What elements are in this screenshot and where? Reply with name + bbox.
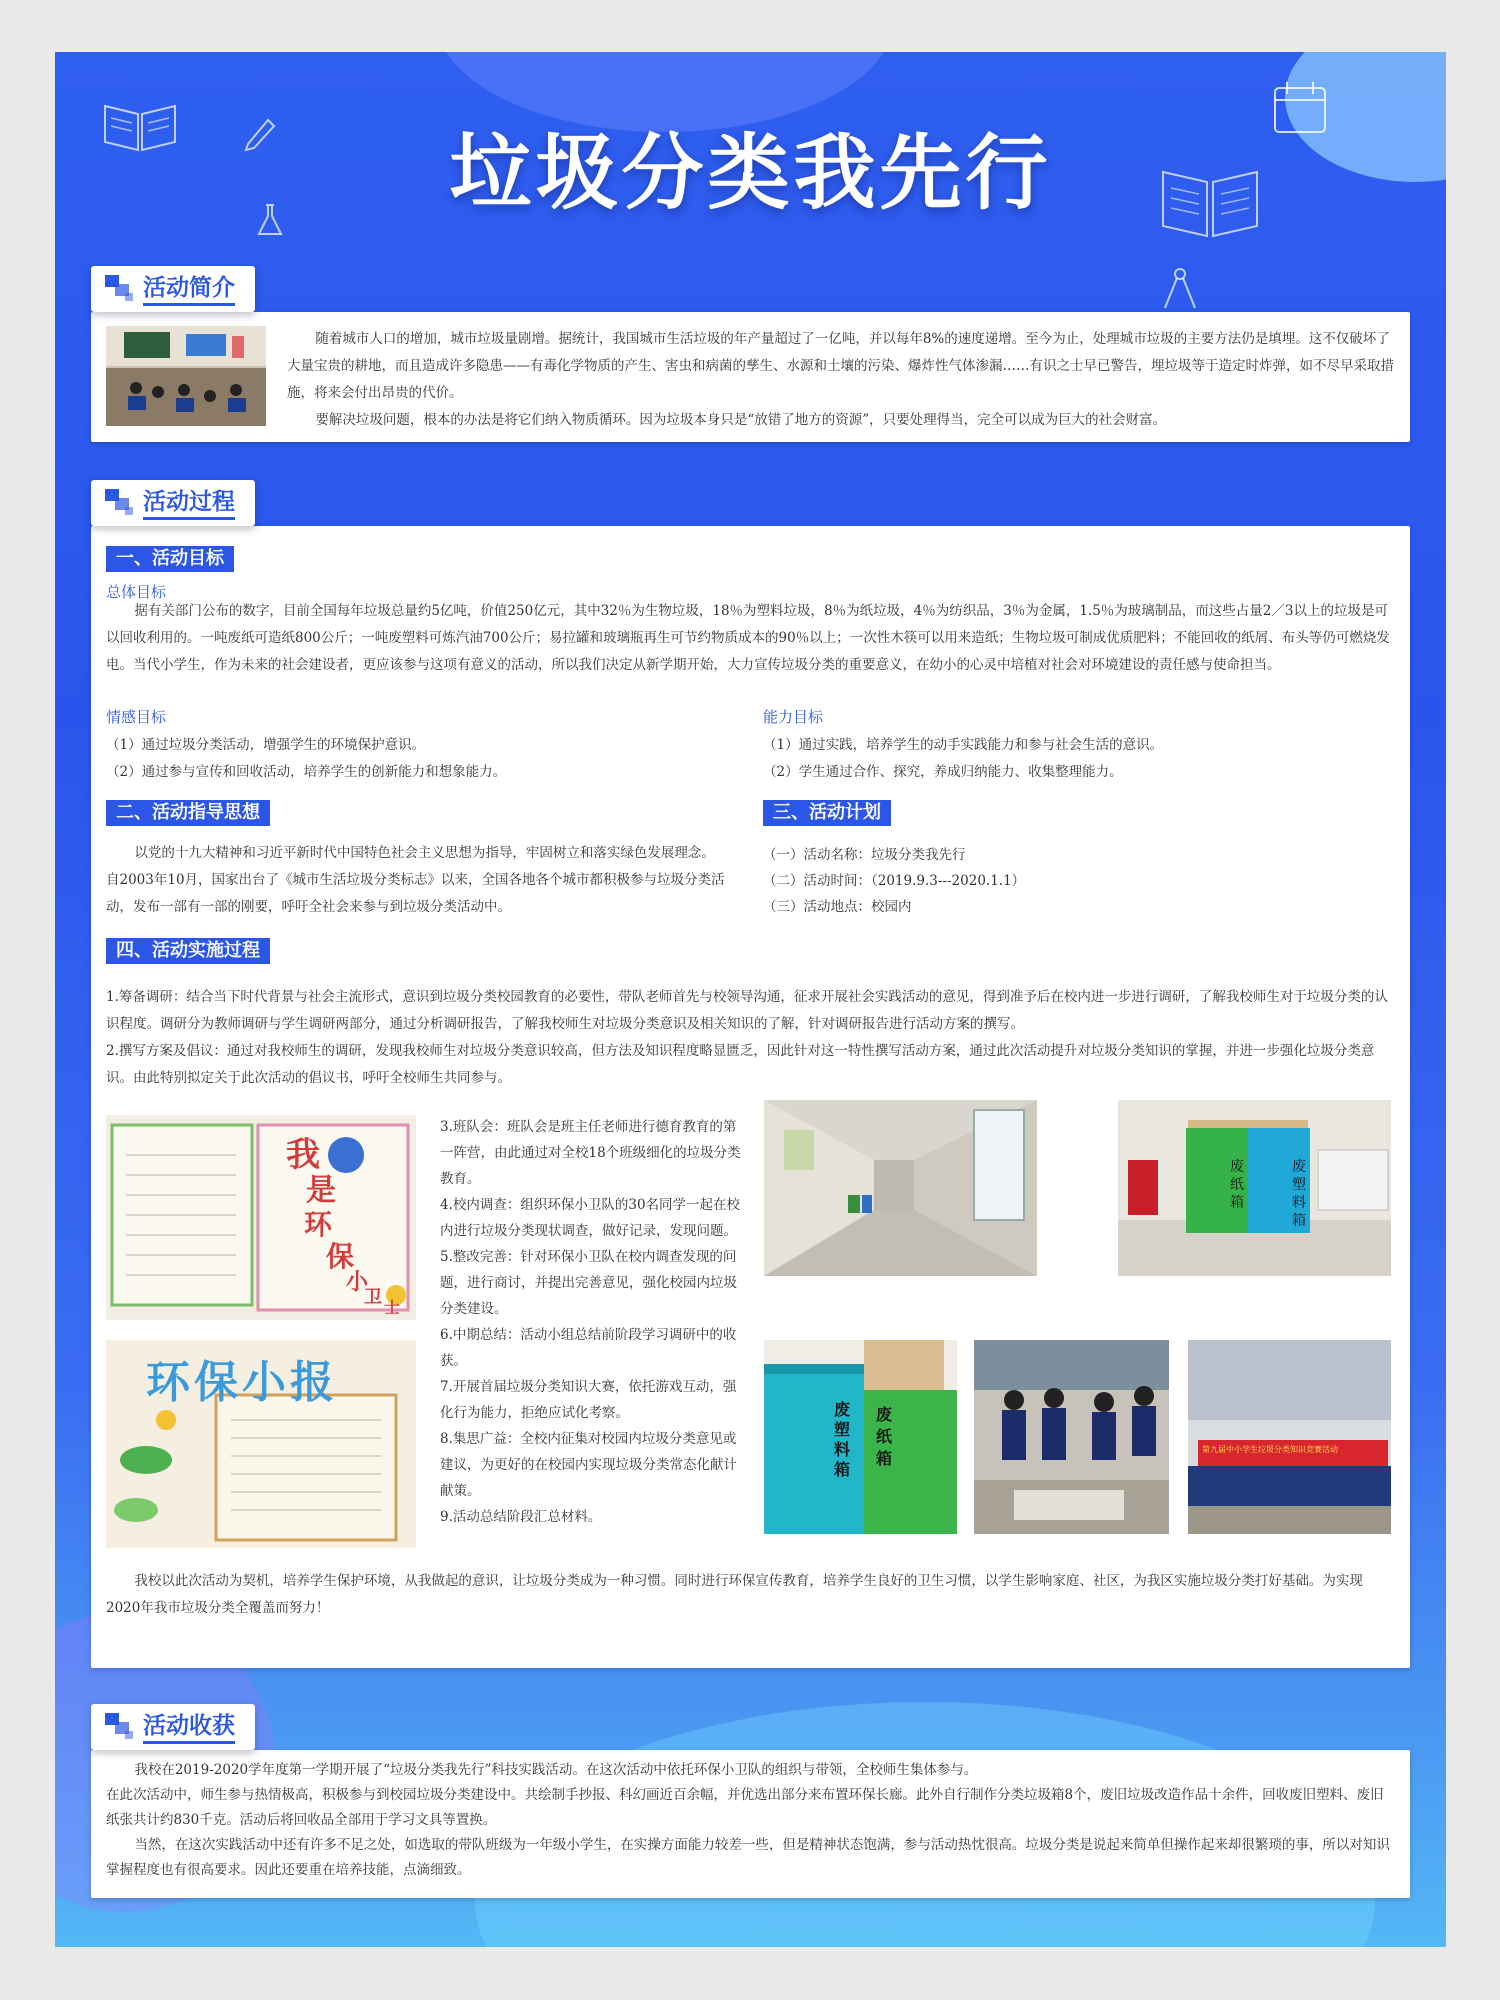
poster-big-char: 卫 — [364, 1287, 382, 1308]
squares-icon — [105, 489, 135, 517]
ability-goal-item: （2）学生通过合作、探究，养成归纳能力、收集整理能力。 — [763, 764, 1123, 780]
poster-big-char: 小 — [346, 1270, 369, 1295]
intro-paragraph-1: 随着城市人口的增加，城市垃圾量剧增。据统计，我国城市生活垃圾的年产量超过了一亿吨，并以每年8%的速度递增。至今为止，处理城市垃圾的主要方法仍是填埋。这不仅破坏了大量宝贵的耕地，而且造成许多隐患——有毒化学物质的产生、害虫和病菌的孳生、水源和土壤的污染、爆炸性气体渗漏……有识之士早已警告，埋垃圾等于造定时炸弹，如不尽早采取措施，将来会付出昂贵的代价。 — [287, 331, 1394, 401]
emotion-goal-item: （1）通过垃圾分类活动，增强学生的环境保护意识。 — [106, 737, 426, 753]
poster — [55, 52, 1446, 1947]
poster-big-char: 保 — [326, 1240, 355, 1273]
poster-big-char: 是 — [306, 1173, 336, 1208]
implementation-step: 7.开展首届垃圾分类知识大赛，依托游戏互动，强化行为能力，拒绝应试化考察。 — [440, 1379, 737, 1421]
intro-paragraph-2: 要解决垃圾问题，根本的办法是将它们纳入物质循环。因为垃圾本身只是“放错了地方的资源”，只要处理得当，完全可以成为巨大的社会财富。 — [315, 412, 1167, 428]
implementation-steps-top — [106, 984, 1395, 1092]
group-banner-text: 第九届中小学生垃圾分类知识竞赛活动 — [1202, 1445, 1338, 1454]
overall-goal-heading: 总体目标 — [106, 583, 167, 601]
harvest-heading: 活动收获 — [143, 1711, 235, 1744]
implementation-closing: 我校以此次活动为契机，培养学生保护环境，从我做起的意识，让垃圾分类成为一种习惯。同时进行环保宣传教育，培养学生良好的卫生习惯，以学生影响家庭、社区，为我区实施垃圾分类打好基础。为实现2020年我市垃圾分类全覆盖而努力！ — [106, 1573, 1363, 1616]
squares-icon — [105, 275, 135, 303]
ability-goal-item: （1）通过实践，培养学生的动手实践能力和参与社会生活的意识。 — [763, 737, 1164, 753]
implementation-step: 9.活动总结阶段汇总材料。 — [440, 1509, 602, 1525]
implementation-steps-column — [440, 1114, 746, 1530]
emotion-goal-item: （2）通过参与宣传和回收活动，培养学生的创新能力和想象能力。 — [106, 764, 507, 780]
goals-heading: 一、活动目标 — [106, 546, 234, 572]
handmade-poster-photo-1 — [106, 1115, 416, 1320]
process-section-tab — [91, 480, 255, 526]
plan-heading: 三、活动计划 — [763, 800, 891, 826]
bin-label-plastic: 废塑料箱 — [834, 1400, 851, 1479]
emotion-goal-heading: 情感目标 — [106, 708, 167, 726]
implementation-step: 3.班队会：班队会是班主任老师进行德育教育的第一阵营，由此通过对全校18个班级细化的垃圾分类教育。 — [440, 1119, 741, 1187]
implementation-step: 2.撰写方案及倡议：通过对我校师生的调研，发现我校师生对垃圾分类意识较高，但方法及知识程度略显匮乏，因此针对这一特性撰写活动方案，通过此次活动提升对垃圾分类知识的掌握，并进一步强化垃圾分类意识。由此特别拟定关于此次活动的倡议书，呼吁全校师生共同参与。 — [106, 1043, 1375, 1086]
poster-title: 环保小报 — [146, 1357, 338, 1408]
classroom-photo — [106, 326, 266, 426]
group-banner-photo — [1188, 1340, 1391, 1534]
intro-heading: 活动简介 — [143, 273, 235, 306]
plan-item: （三）活动地点：校园内 — [763, 899, 912, 915]
harvest-section-tab — [91, 1704, 255, 1750]
poster-big-char: 我 — [286, 1135, 320, 1175]
handmade-poster-photo-2 — [106, 1340, 416, 1548]
process-heading: 活动过程 — [143, 487, 235, 520]
page-title: 垃圾分类我先行 — [449, 126, 1052, 221]
hallway-photo — [764, 1100, 1037, 1276]
poster-big-char: 士 — [384, 1298, 401, 1317]
guide-heading: 二、活动指导思想 — [106, 800, 270, 826]
plan-item: （二）活动时间：（2019.9.3---2020.1.1） — [763, 873, 1026, 889]
guide-text: 以党的十九大精神和习近平新时代中国特色社会主义思想为指导，牢固树立和落实绿色发展理念。自2003年10月，国家出台了《城市生活垃圾分类标志》以来，全国各地各个城市都积极参与垃圾分类活动，发布一部有一部的刚要，呼吁全社会来参与到垃圾分类活动中。 — [106, 845, 725, 915]
poster-big-char: 环 — [304, 1208, 333, 1241]
harvest-paragraph-1: 我校在2019-2020学年度第一学期开展了“垃圾分类我先行”科技实践活动。在这次活动中依托环保小卫队的组织与带领，全校师生集体参与。 — [134, 1762, 978, 1778]
harvest-text — [106, 1758, 1395, 1883]
harvest-paragraph-3: 当然，在这次实践活动中还有许多不足之处，如选取的带队班级为一年级小学生，在实操方面能力较差一些，但是精神状态饱满，参与活动热忱很高。垃圾分类是说起来简单但操作起来却很繁琐的事，所以对知识掌握程度也有很高要求。因此还要重在培养技能，点滴细致。 — [106, 1837, 1390, 1878]
compass-icon — [1155, 264, 1205, 314]
overall-goal-text: 据有关部门公布的数字，目前全国每年垃圾总量约5亿吨，价值250亿元，其中32％为生物垃圾，18％为塑料垃圾，8％为纸垃圾，4％为纺织品，3％为金属，1.5％为玻璃制品，而这些占量2／3以上的垃圾是可以回收利用的。一吨废纸可造纸800公斤；一吨废塑料可炼汽油700公斤；易拉罐和玻璃瓶再生可节约物质成本的90％以上；一次性木筷可以用来造纸；生物垃圾可制成优质肥料；不能回收的纸屑、布头等仍可燃烧发电。当代小学生，作为未来的社会建设者，更应该参与这项有意义的活动，所以我们决定从新学期开始，大力宣传垃圾分类的重要意义，在幼小的心灵中培植对社会对环境建设的责任感与使命担当。 — [106, 603, 1390, 673]
ability-goal-heading: 能力目标 — [763, 708, 824, 726]
bin-label-paper: 废纸箱 — [876, 1405, 893, 1468]
plan-item: （一）活动名称：垃圾分类我先行 — [763, 847, 966, 863]
implementation-step: 8.集思广益：全校内征集对校园内垃圾分类意见或建议，为更好的在校园内实现垃圾分类常态化献计献策。 — [440, 1431, 737, 1499]
ability-goal-list — [763, 732, 1393, 786]
emotion-goal-list — [106, 732, 706, 786]
squares-icon — [105, 1713, 135, 1741]
implementation-step: 5.整改完善：针对环保小卫队在校内调查发现的问题，进行商讨，并提出完善意见，强化校园内垃圾分类建设。 — [440, 1249, 737, 1317]
bin-label-paper: 废纸箱 — [1230, 1159, 1244, 1211]
intro-section-tab — [91, 266, 255, 312]
implementation-step: 6.中期总结：活动小组总结前阶段学习调研中的收获。 — [440, 1327, 737, 1369]
recycle-bins-photo-1 — [1118, 1100, 1391, 1276]
bin-label-plastic: 废塑料箱 — [1292, 1159, 1306, 1229]
implementation-step: 4.校内调查：组织环保小卫队的30名同学一起在校内进行垃圾分类现状调查，做好记录，发现问题。 — [440, 1197, 741, 1239]
implementation-step: 1.筹备调研：结合当下时代背景与社会主流形式，意识到垃圾分类校园教育的必要性，带队老师首先与校领导沟通，征求开展社会实践活动的意见，得到准予后在校内进一步进行调研，了解我校师生对于垃圾分类的认识程度。调研分为教师调研与学生调研两部分，通过分析调研报告，了解我校师生对垃圾分类意识及相关知识的了解，针对调研报告进行活动方案的撰写。 — [106, 989, 1388, 1032]
intro-text — [287, 326, 1397, 434]
plan-list — [763, 842, 1393, 920]
recycle-bins-photo-2 — [764, 1340, 957, 1534]
students-sorting-photo — [974, 1340, 1169, 1534]
implementation-heading: 四、活动实施过程 — [106, 938, 270, 964]
harvest-paragraph-2: 在此次活动中，师生参与热情极高，积极参与到校园垃圾分类建设中。共绘制手抄报、科幻画近百余幅，并优选出部分来布置环保长廊。此外自行制作分类垃圾箱8个，废旧垃圾改造作品十余件，回收废旧塑料、废旧纸张共计约830千克。活动后将回收品全部用于学习文具等置换。 — [106, 1787, 1384, 1828]
